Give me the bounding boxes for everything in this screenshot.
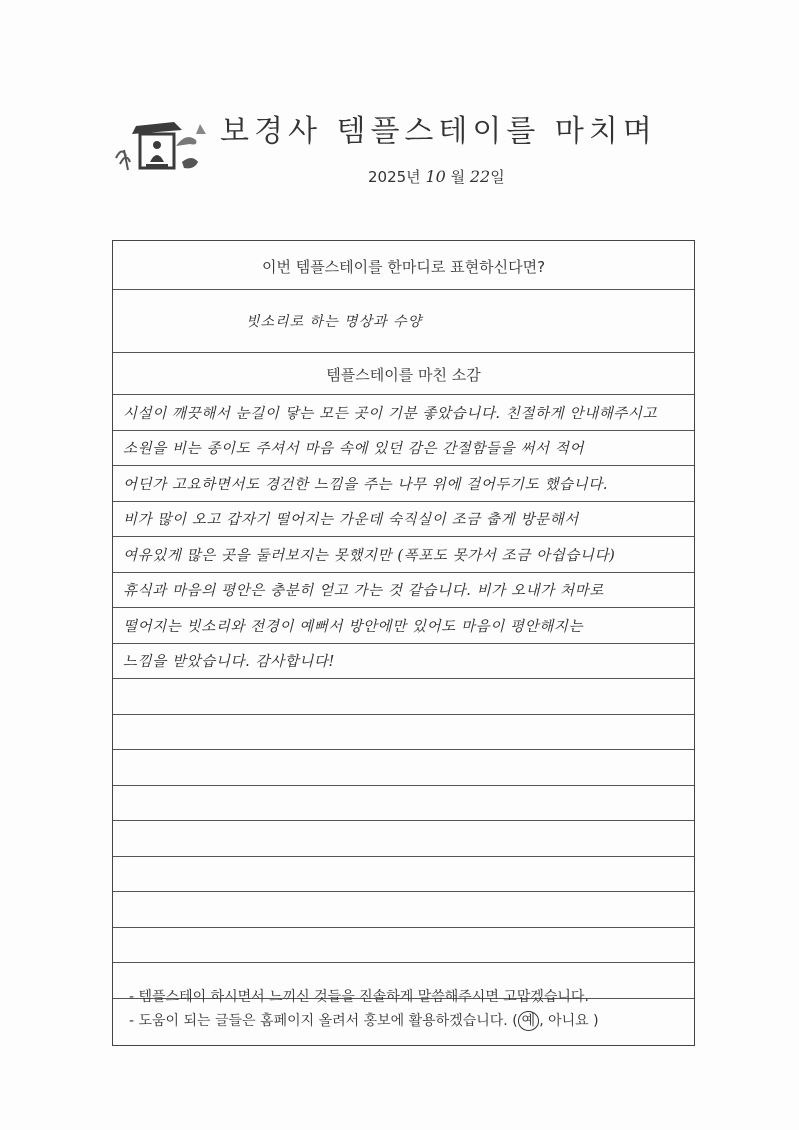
handwritten-text: 시설이 깨끗해서 눈길이 닿는 모든 곳이 기분 좋았습니다. 친절하게 안내해주시고 bbox=[123, 405, 658, 422]
question-one-row bbox=[113, 241, 694, 290]
question-two-label: 템플스테이를 마친 소감 bbox=[326, 366, 481, 384]
option-yes-checkbox[interactable]: 예 bbox=[518, 1011, 540, 1031]
handwritten-text: 휴식과 마음의 평안은 충분히 얻고 가는 것 같습니다. 비가 오내가 처마로 bbox=[123, 583, 604, 599]
handwritten-text: 소원을 비는 종이도 주셔서 마음 속에 있던 감은 간절함들을 써서 적어 bbox=[123, 441, 585, 457]
note-line-two-suffix: , 아니요 ) bbox=[539, 1013, 599, 1029]
writing-line bbox=[113, 501, 694, 538]
writing-line bbox=[113, 394, 694, 431]
writing-line bbox=[113, 678, 694, 715]
writing-line bbox=[113, 465, 694, 502]
writing-line bbox=[113, 643, 694, 680]
writing-line bbox=[113, 820, 694, 857]
writing-line bbox=[113, 714, 694, 751]
writing-line bbox=[113, 536, 694, 573]
writing-line bbox=[113, 927, 694, 964]
writing-line bbox=[113, 749, 694, 786]
survey-form bbox=[112, 240, 695, 1046]
note-line-one: - 템플스테이 하시면서 느끼신 것들을 진솔하게 말씀해주시면 고맙겠습니다. bbox=[129, 989, 589, 1005]
note-line-two-prefix: - 도움이 되는 글들은 홈페이지 올려서 홍보에 활용하겠습니다. ( bbox=[129, 1013, 518, 1029]
writing-line bbox=[113, 891, 694, 928]
date-month-number: 10 bbox=[425, 167, 446, 186]
date-day-label: 일 bbox=[490, 168, 505, 186]
handwritten-text: 느낌을 받았습니다. 감사합니다! bbox=[123, 654, 335, 670]
form-notes bbox=[129, 985, 599, 1033]
handwritten-text: 떨어지는 빗소리와 전경이 예뻐서 방안에만 있어도 마음이 평안해지는 bbox=[123, 618, 584, 635]
question-two-row bbox=[113, 352, 694, 395]
writing-line bbox=[113, 572, 694, 609]
page-title: 보경사 템플스테이를 마치며 bbox=[220, 114, 657, 149]
handwritten-text: 어딘가 고요하면서도 경건한 느낌을 주는 나무 위에 걸어두기도 했습니다. bbox=[123, 476, 609, 493]
question-one-label: 이번 템플스테이를 한마디로 표현하신다면? bbox=[261, 258, 546, 276]
handwritten-text: 여유있게 많은 곳을 둘러보지는 못했지만 (폭포도 못가서 조금 아쉽습니다) bbox=[123, 547, 616, 564]
date-day-number: 22 bbox=[469, 167, 491, 186]
handwritten-text: 비가 많이 오고 갑자기 떨어지는 가운데 숙직실이 조금 춥게 방문해서 bbox=[123, 512, 579, 528]
date-month-label: 월 bbox=[450, 168, 466, 186]
answer-one-text: 빗소리로 하는 명상과 수양 bbox=[246, 314, 423, 330]
date-year: 2025년 bbox=[368, 168, 421, 186]
note-line-two bbox=[129, 1009, 599, 1033]
date-line bbox=[368, 166, 505, 187]
writing-line bbox=[113, 785, 694, 822]
writing-line bbox=[113, 856, 694, 893]
writing-line bbox=[113, 607, 694, 644]
answer-one-field[interactable] bbox=[113, 289, 694, 353]
writing-line bbox=[113, 430, 694, 467]
temple-logo-icon bbox=[112, 112, 208, 182]
